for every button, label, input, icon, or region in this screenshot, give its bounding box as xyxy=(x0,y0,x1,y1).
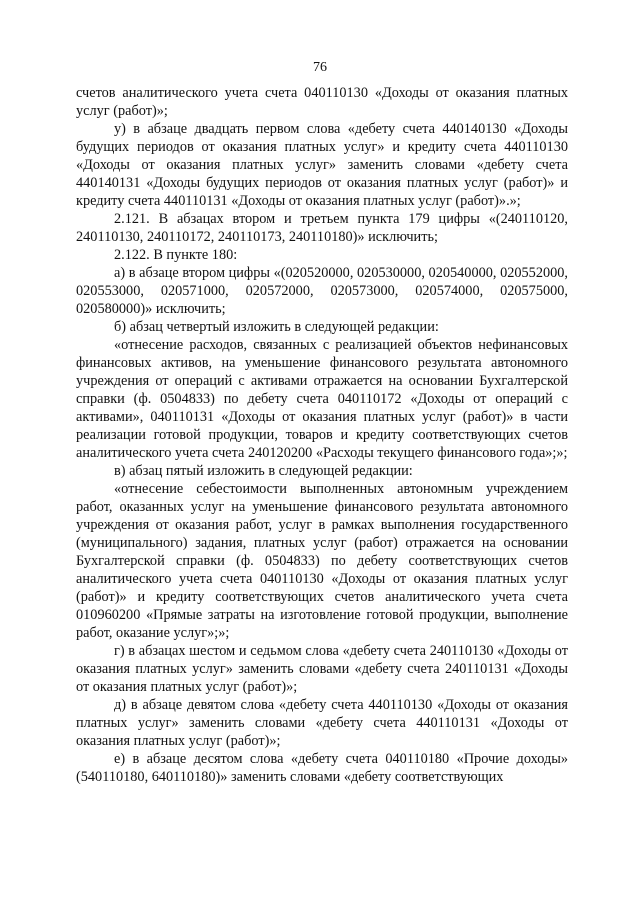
paragraph-5: а) в абзаце втором цифры «(020520000, 020530000, 020540000, 020552000, 020553000, 020571000, 020572000, 020573000, 020574000, 020575000, 020580000)» исключить; xyxy=(76,265,568,317)
paragraph-8: в) абзац пятый изложить в следующей редакции: xyxy=(114,463,413,479)
paragraph-7: «отнесение расходов, связанных с реализацией объектов нефинансовых финансовых активов, на уменьшение финансового результата автономного учреждения от операций с активами отражается на основании Бухгалтерской справки (ф. 0504833) по дебету счета 040110172 «Доходы от операций с активами», 040110131 «Доходы от оказания платных услуг (работ)» в части реализации готовой продукции, товаров и кредиту соответствующих счетов аналитического учета счета 240120200 «Расходы текущего финансового года»;»; xyxy=(76,337,568,461)
paragraph-3: 2.121. В абзацах втором и третьем пункта 179 цифры «(240110120, 240110130, 240110172, 240110173, 240110180)» исключить; xyxy=(76,211,568,245)
page-number: 76 xyxy=(313,60,327,75)
paragraph-6: б) абзац четвертый изложить в следующей редакции: xyxy=(114,319,439,335)
paragraph-9: «отнесение себестоимости выполненных автономным учреждением работ, оказанных услуг на уменьшение финансового результата автономного учреждения от оказания работ, услуг в рамках выполнения государственного (муниципального) задания, платных услуг (работ) отражается на основании Бухгалтерской справки (ф. 0504833) по дебету соответствующих счетов аналитического учета счета 040110130 «Доходы от оказания платных услуг (работ)» и кредиту соответствующих счетов аналитического учета счета 010960200 «Прямые затраты на изготовление готовой продукции, выполнение работ, оказание услуг»;»; xyxy=(76,481,568,641)
paragraph-2: у) в абзаце двадцать первом слова «дебету счета 440140130 «Доходы будущих периодов от оказания платных услуг» и кредиту счета 440110130 «Доходы от оказания платных услуг» заменить словами «дебету счета 440140131 «Доходы будущих периодов от оказания платных услуг (работ)» и кредиту счета 440110131 «Доходы от оказания платных услуг (работ)».»; xyxy=(76,121,568,209)
paragraph-4: 2.122. В пункте 180: xyxy=(114,247,238,263)
paragraph-11: д) в абзаце девятом слова «дебету счета 440110130 «Доходы от оказания платных услуг» заменить словами «дебету счета 440110131 «Доходы от оказания платных услуг (работ)»; xyxy=(76,697,568,749)
paragraph-12: е) в абзаце десятом слова «дебету счета 040110180 «Прочие доходы» (540110180, 640110180)» заменить словами «дебету соответствующих xyxy=(76,751,568,785)
document-body xyxy=(76,84,568,786)
paragraph-10: г) в абзацах шестом и седьмом слова «дебету счета 240110130 «Доходы от оказания платных услуг» заменить словами «дебету счета 240110131 «Доходы от оказания платных услуг (работ)»; xyxy=(76,643,568,695)
paragraph-1: счетов аналитического учета счета 040110130 «Доходы от оказания платных услуг (работ)»; xyxy=(76,85,568,119)
